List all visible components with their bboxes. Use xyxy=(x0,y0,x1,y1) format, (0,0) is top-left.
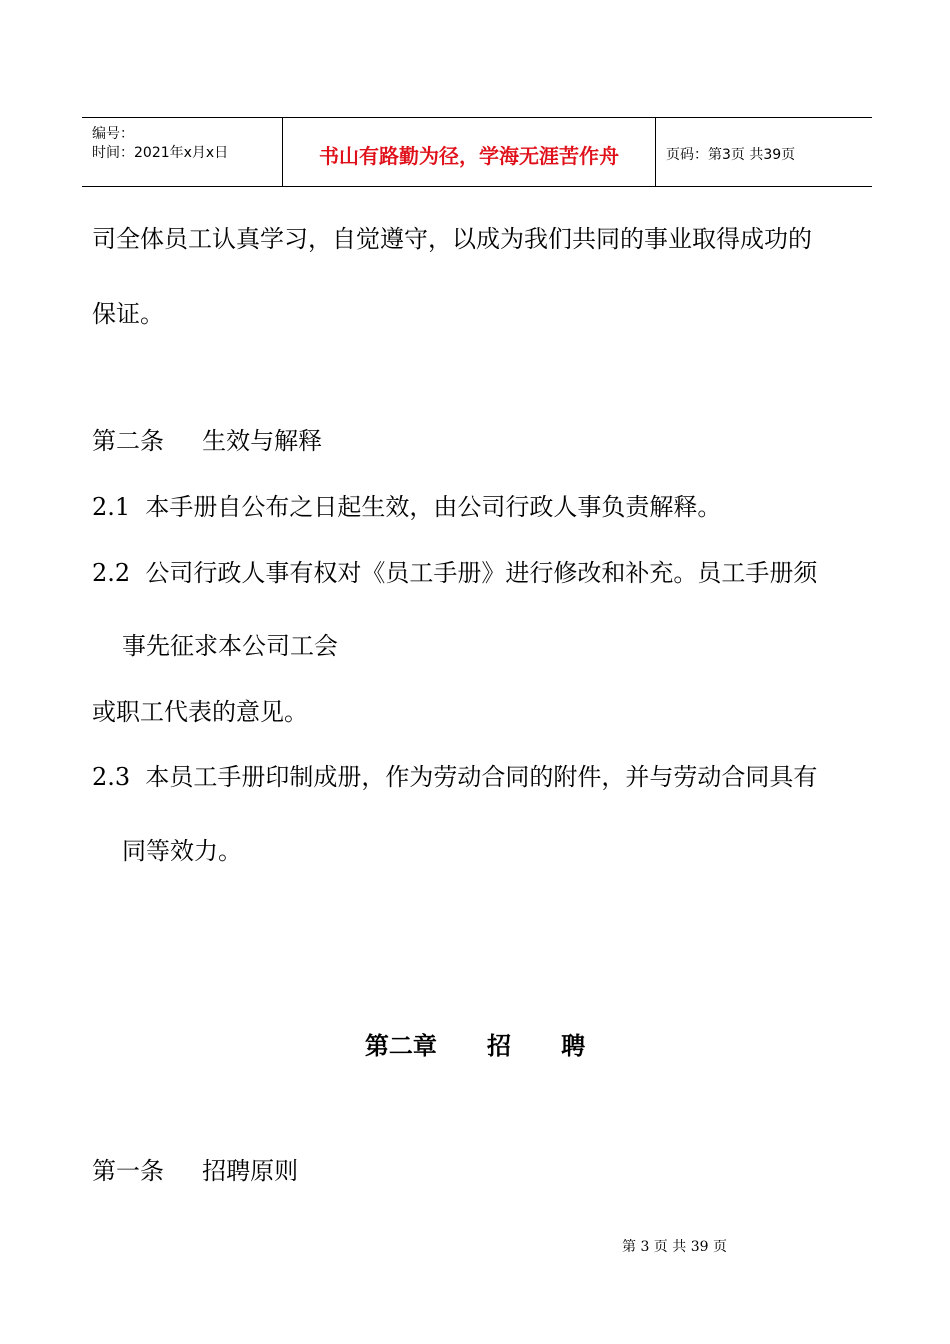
page-footer: 第 3 页 共 39 页 xyxy=(622,1239,727,1255)
header-middle-cell xyxy=(283,118,656,186)
date-label: 时间：2021年x月x日 xyxy=(92,145,229,161)
article-1-title: 第一条 招聘原则 xyxy=(92,1157,299,1185)
item-2-3: 2.3 本员工手册印制成册，作为劳动合同的附件，并与劳动合同具有 xyxy=(92,763,818,791)
item-2-2-continuation: 事先征求本公司工会 xyxy=(122,632,338,660)
page-header xyxy=(82,117,872,187)
body-line-1: 司全体员工认真学习，自觉遵守，以成为我们共同的事业取得成功的 xyxy=(92,225,812,253)
item-2-1: 2.1 本手册自公布之日起生效，由公司行政人事负责解释。 xyxy=(92,493,722,521)
item-2-3-continuation: 同等效力。 xyxy=(122,837,242,865)
header-left-cell xyxy=(82,118,283,186)
item-2-2-continuation-2: 或职工代表的意见。 xyxy=(92,698,308,726)
number-label: 编号： xyxy=(92,126,134,142)
header-page-label: 页码：第3页 共39页 xyxy=(666,147,796,163)
chapter-title: 第二章 招 聘 xyxy=(364,1031,586,1060)
item-2-2: 2.2 公司行政人事有权对《员工手册》进行修改和补充。员工手册须 xyxy=(92,559,818,587)
header-right-cell xyxy=(656,118,872,186)
header-motto: 书山有路勤为径，学海无涯苦作舟 xyxy=(319,144,619,168)
body-line-2: 保证。 xyxy=(92,300,164,328)
article-2-title: 第二条 生效与解释 xyxy=(92,427,323,455)
